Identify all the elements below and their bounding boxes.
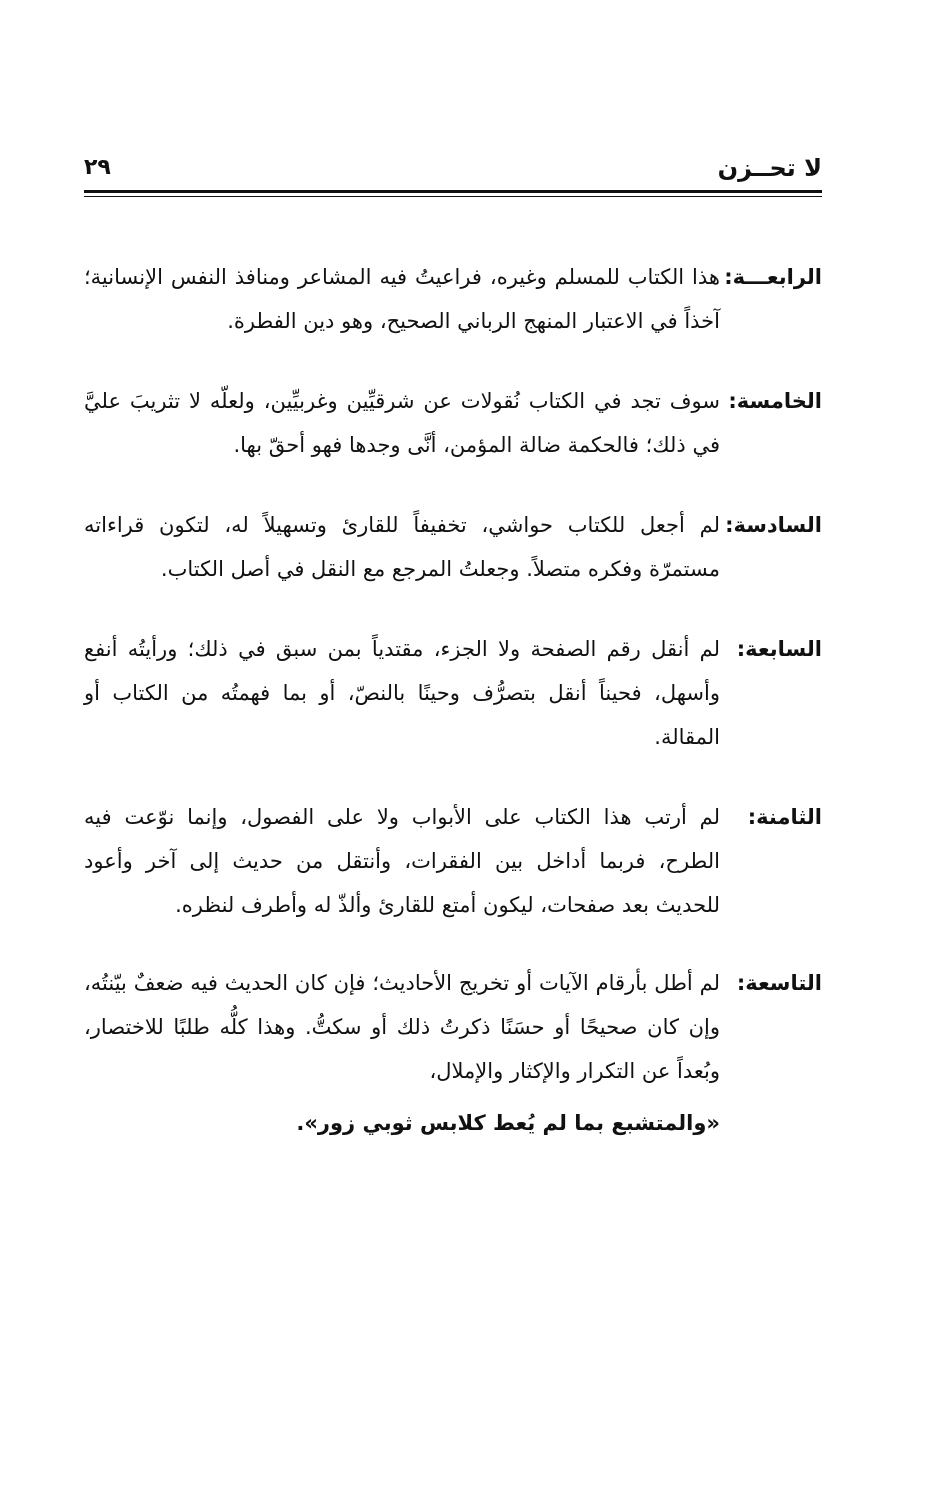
point-label: التاسعة: bbox=[736, 971, 822, 995]
point-sixth bbox=[84, 503, 822, 591]
page-number: ٢٩ bbox=[84, 155, 111, 180]
point-label: السابعة: bbox=[736, 637, 822, 661]
point-text: لم أنقل رقم الصفحة ولا الجزء، مقتدياً بمن سبق في ذلك؛ ورأيتُه أنفع وأسهل، فحيناً أنقل بتصرُّف وحينًا بالنصّ، أو بما فهمتُه من الكتاب أو المقالة. bbox=[84, 637, 720, 749]
point-label: السادسة: bbox=[725, 513, 822, 537]
point-text: هذا الكتاب للمسلم وغيره، فراعيتُ فيه المشاعر ومنافذ النفس الإنسانية؛ آخذاً في الاعتبار المنهج الرباني الصحيح، وهو دين الفطرة. bbox=[84, 265, 720, 333]
point-fifth bbox=[84, 379, 822, 467]
point-label: الرابعـــة: bbox=[724, 265, 822, 289]
point-text-wrapper bbox=[84, 961, 720, 1145]
point-text: لم أرتب هذا الكتاب على الأبواب ولا على الفصول، وإنما نوّعت فيه الطرح، فربما أداخل بين الفقرات، وأنتقل من حديث إلى آخر وأعود للحديث بعد صفحات، ليكون أمتع للقارئ وألذّ له وأطرف لنظره. bbox=[84, 805, 720, 917]
points-list bbox=[84, 255, 822, 1145]
point-fourth bbox=[84, 255, 822, 343]
point-text: لم أطل بأرقام الآيات أو تخريج الأحاديث؛ فإن كان الحديث فيه ضعفٌ بيّنتُه، وإن كان صحيحًا أو حسَنًا ذكرتُ ذلك أو سكتُّ. وهذا كلُّه طلبًا للاختصار، وبُعداً عن التكرار والإكثار والإملال، bbox=[84, 971, 720, 1083]
point-seventh bbox=[84, 627, 822, 759]
point-label: الثامنة: bbox=[747, 805, 822, 829]
point-eighth bbox=[84, 795, 822, 927]
header-rule-thin bbox=[84, 196, 822, 197]
page-header bbox=[84, 148, 822, 188]
hadith-quote: «والمتشبع بما لم يُعط كلابس ثوبي زور». bbox=[296, 1111, 720, 1135]
point-text: سوف تجد في الكتاب نُقولات عن شرقيِّين وغربيِّين، ولعلّه لا تثريبَ عليَّ في ذلك؛ فالحكمة ضالة المؤمن، أنَّى وجدها فهو أحقّ بها. bbox=[84, 389, 720, 457]
running-title: لا تحــزن bbox=[717, 154, 822, 182]
point-label: الخامسة: bbox=[728, 389, 822, 413]
header-rule-thick bbox=[84, 190, 822, 193]
point-text: لم أجعل للكتاب حواشي، تخفيفاً للقارئ وتسهيلاً له، لتكون قراءاته مستمرّة وفكره متصلاً. وجعلتُ المرجع مع النقل في أصل الكتاب. bbox=[84, 513, 720, 581]
point-ninth bbox=[84, 961, 822, 1145]
